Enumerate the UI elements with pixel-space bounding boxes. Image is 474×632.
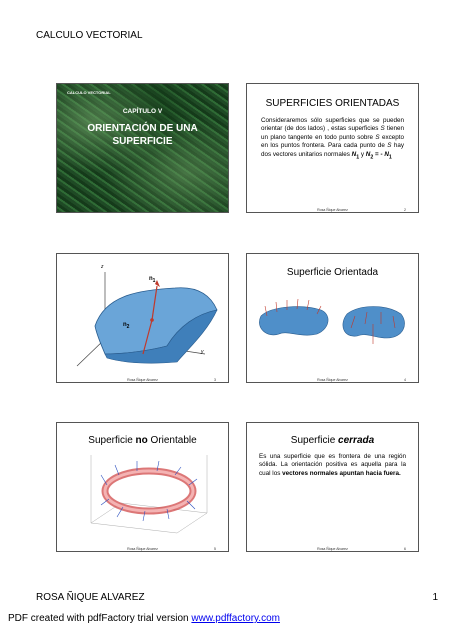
- slide-4: Superficie Orientada Rosa Ñique Alvarez 4: [246, 253, 419, 383]
- y-axis-label: y: [201, 349, 204, 355]
- slide-2-body: Consideraremos sólo superficies que se pueden orientar (de dos lados) , estas superficies S tienen un plano tangente en todo punto sobre S excepto en los puntos frontera. Para cada punto de S hay dos vectores unitarios normales $N_1$ y $N_2$ = - $N_1$: [261, 117, 404, 160]
- slide-5-title: Superficie no Orientable: [88, 435, 197, 446]
- normal-n1-label: $n_1$: [149, 276, 156, 285]
- slide-2-title: SUPERFICIES ORIENTADAS: [265, 98, 400, 109]
- oriented-surface-figure: [247, 254, 419, 383]
- slide-6-title: Superficie cerrada: [290, 435, 375, 446]
- slide-1-header: CALCULO VECTORIAL: [67, 90, 111, 95]
- pdffactory-link[interactable]: www.pdffactory.com: [191, 613, 280, 624]
- slide-6: Superficie cerrada Es una superficie que es frontera de una región sólida. La orientación positiva es aquella para la cual los vectores normales apuntan hacia fuera. Rosa Ñique Alvarez 6: [246, 422, 419, 552]
- slide-1-chapter: CAPÍTULO V: [122, 108, 163, 115]
- slide-5: Superficie no Orientable Rosa Ñique Alvarez 5: [56, 422, 229, 552]
- slide-6-body: Es una superficie que es frontera de una región sólida. La orientación positiva es aquella para la cual los vectores normales apuntan hacia fuera.: [259, 453, 406, 477]
- document-footer-author: ROSA ÑIQUE ALVAREZ: [36, 592, 145, 603]
- slide-3: $n_1$ $n_2$ z y Rosa Ñique Alvarez 3: [56, 253, 229, 383]
- slide-4-title: Superficie Orientada: [286, 267, 379, 278]
- pdf-credit: PDF created with pdfFactory trial version www.pdffactory.com: [8, 613, 280, 624]
- slide-1: [56, 83, 229, 213]
- mobius-strip-figure: [57, 423, 229, 552]
- document-page-number: 1: [432, 592, 438, 603]
- document-header: CALCULO VECTORIAL: [36, 30, 143, 41]
- slide-2: SUPERFICIES ORIENTADAS Consideraremos sólo superficies que se pueden orientar (de dos lados) , estas superficies S tienen un plano tangente en todo punto sobre S excepto en los puntos frontera. Para cada punto de S hay dos vectores unitarios normales $N_1$ y $N_2$ = - $N_1$ Rosa Ñique Alvarez 2: [246, 83, 419, 213]
- normal-n2-label: $n_2$: [123, 322, 130, 331]
- z-axis-label: z: [101, 264, 104, 270]
- surface-normals-figure: [57, 254, 229, 383]
- slide-1-title: ORIENTACIÓN DE UNA SUPERFICIE: [87, 123, 198, 147]
